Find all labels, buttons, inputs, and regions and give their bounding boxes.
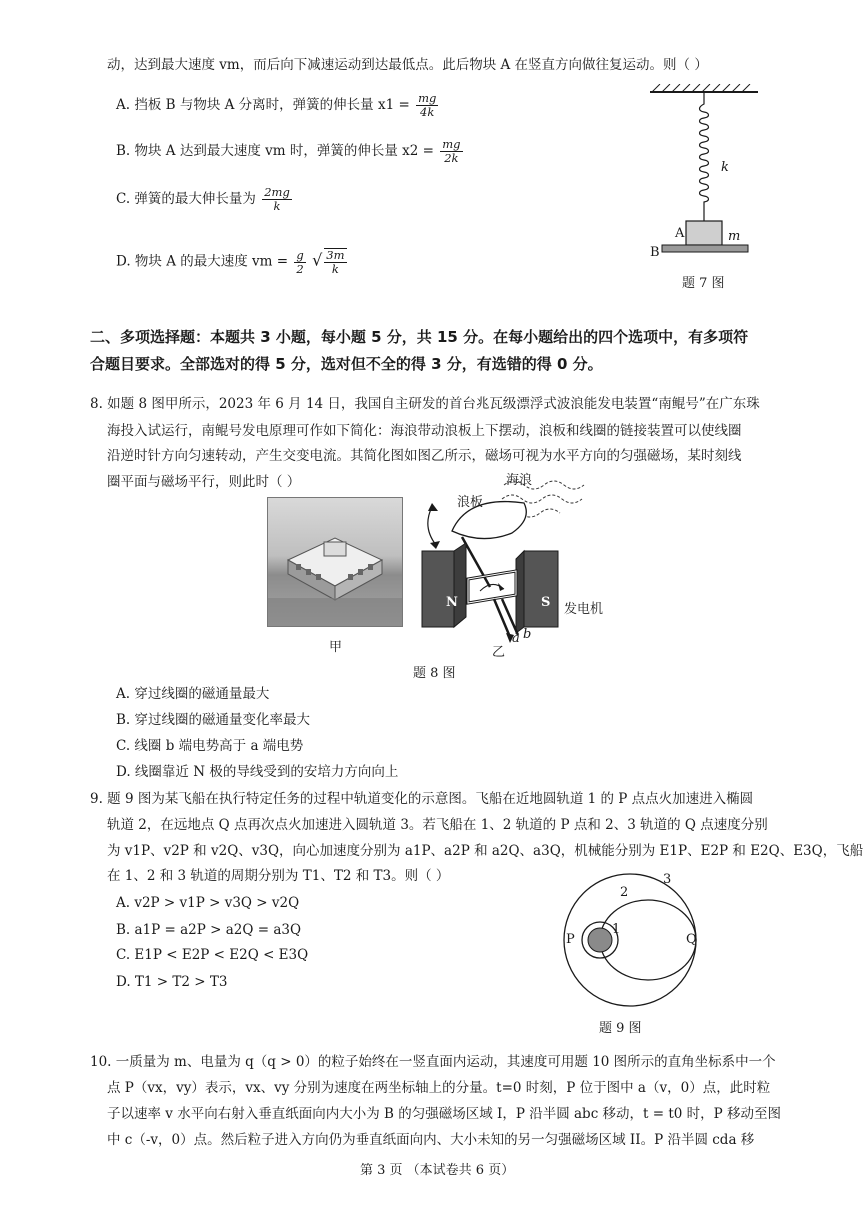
q8-label-s: S [541,595,551,610]
q8-stem-line2: 海投入试运行，南鲲号发电原理可作如下简化：海浪带动浪板上下摆动，浪板和线圈的链接装置可以使线圈 [107,423,742,439]
q7-option-d [116,248,349,276]
q9-caption: 题 9 图 [599,1021,642,1036]
q8-option-a: A. 穿过线圈的磁通量最大 [116,686,270,702]
frac-num: mg [418,91,437,105]
q8-label-n: N [446,595,458,610]
q9-label-2: 2 [620,885,629,900]
wave-device-image [268,498,402,626]
q8-label-wave: 海浪 [506,473,533,488]
q8-label-b: b [523,627,532,642]
spring-coil [700,92,709,221]
swing-arrow [428,507,436,545]
orbit-2 [600,900,696,980]
frac-den: k [273,199,281,213]
q7-option-c-text: C. 弹簧的最大伸长量为 [116,191,256,207]
q9-option-d: D. T1 > T2 > T3 [116,974,228,990]
q7-option-d-radicand [324,248,346,276]
q9-option-c: C. E1P < E2P < E2Q < E3Q [116,947,309,963]
q9-stem-line3: 为 v1P、v2P 和 v2Q、v3Q，向心加速度分别为 a1P、a2P 和 a2Q、a3Q，机械能分别为 E1P、E2P 和 E2Q、E3Q，飞船 [107,843,864,859]
q7-option-b-fraction [440,138,462,165]
q8-option-b: B. 穿过线圈的磁通量变化率最大 [116,712,311,728]
q9-stem-line4: 在 1、2 和 3 轨道的周期分别为 T1、T2 和 T3。则（ ） [107,868,450,884]
q8-label-a: a [512,631,520,646]
q8-caption: 题 8 图 [413,666,456,681]
q8-stem-line1: 8. 如题 8 图甲所示，2023 年 6 月 14 日，我国自主研发的首台兆瓦级漂浮式波浪能发电装置“南鲲号”在广东珠 [90,396,760,412]
q7-option-b-text: B. 物块 A 达到最大速度 vm 时，弹簧的伸长量 x2 = [116,143,434,159]
q8-option-c: C. 线圈 b 端电势高于 a 端电势 [116,738,304,754]
q7-option-d-text: D. 物块 A 的最大速度 vm = [116,253,289,270]
q7-option-a [116,92,440,119]
q8-label-yi: 乙 [492,645,506,660]
q7-label-a: A [675,226,685,241]
q8-figure-generator [412,467,602,647]
earth-icon [588,928,612,952]
frac-num: g [296,247,304,262]
q7-option-d-fraction [294,249,305,276]
swing-arrow-head-down [430,541,440,549]
q7-option-a-fraction [416,92,438,119]
q8-option-d: D. 线圈靠近 N 极的导线受到的安培力方向向上 [116,764,399,780]
q8-label-board: 浪板 [457,495,484,510]
ceiling-hatch [652,84,750,92]
plate-b [662,245,748,252]
q9-stem-line2: 轨道 2，在远地点 Q 点再次点火加速进入圆轨道 3。若飞船在 1、2 轨道的 P 点和 2、3 轨道的 Q 点速度分别 [107,817,768,833]
orbit-3 [564,874,696,1006]
frac-num: 3m [326,248,345,262]
section2-heading-line1: 二、多项选择题：本题共 3 小题，每小题 5 分，共 15 分。在每小题给出的四个选项中，有多项符 [90,328,749,346]
rotation-arrow-head [498,583,504,591]
frac-num: 2mg [264,185,290,199]
frac-den: k [331,262,339,276]
q7-stem-continuation: 动，达到最大速度 vm，而后向下减速运动到达最低点。此后物块 A 在竖直方向做往复运动。则（ ） [107,57,708,73]
magnet-n-side [454,543,466,627]
q7-label-m: m [728,229,741,244]
frac-den: 4k [420,105,435,119]
q9-option-b: B. a1P = a2P > a2Q = a3Q [116,922,302,938]
swing-arrow-head-up [428,503,438,511]
lead-a [494,599,510,637]
q8-label-jia: 甲 [329,640,343,655]
frac-den: 2k [444,151,459,165]
q8-stem-line4: 圈平面与磁场平行，则此时（ ） [107,474,301,490]
q8-label-generator: 发电机 [564,602,604,617]
q9-label-3: 3 [663,872,672,887]
magnet-s [524,551,558,627]
q9-stem-line1: 9. 题 9 图为某飞船在执行特定任务的过程中轨道变化的示意图。飞船在近地圆轨道 1 的 P 点点火加速进入椭圆 [90,791,754,807]
q7-option-c-fraction [262,186,292,213]
q9-label-p: P [566,932,575,947]
frac-num: mg [442,137,461,151]
q8-photo-device [267,497,403,627]
q7-label-k: k [721,160,729,175]
q7-option-c [116,186,294,213]
q8-stem-line3: 沿逆时针方向匀速转动，产生交变电流。其简化图如图乙所示，磁场可视为水平方向的匀强磁场，某时刻线 [107,448,742,464]
q7-caption: 题 7 图 [682,276,725,291]
page-footer: 第 3 页 （本试卷共 6 页） [360,1163,515,1178]
sqrt-icon: √ [312,250,323,270]
q10-stem-line3: 子以速率 v 水平向右射入垂直纸面向内大小为 B 的匀强磁场区域 I，P 沿半圆 abc 移动，t = t0 时，P 移动至图 [107,1106,782,1122]
coil-loop [468,571,516,603]
q9-label-1: 1 [612,922,621,937]
block-a [686,221,722,245]
q9-label-q: Q [686,932,697,947]
frac-den: 2 [296,261,304,276]
q10-stem-line1: 10. 一质量为 m、电量为 q（q > 0）的粒子始终在一竖直面内运动，其速度可用题 10 图所示的直角坐标系中一个 [90,1054,776,1070]
q10-stem-line4: 中 c（-v，0）点。然后粒子进入方向仍为垂直纸面向内、大小未知的另一匀强磁场区域 II。P 沿半圆 cda 移 [107,1132,755,1148]
section2-heading-line2: 合题目要求。全部选对的得 5 分，选对但不全的得 3 分，有选错的得 0 分。 [90,355,603,373]
magnet-n [422,551,454,627]
q10-stem-line2: 点 P（vx，vy）表示，vx、vy 分别为速度在两坐标轴上的分量。t=0 时刻，P 位于图中 a（v，0）点，此时粒 [107,1080,771,1096]
q7-label-b: B [650,245,660,260]
q7-option-a-text: A. 挡板 B 与物块 A 分离时，弹簧的伸长量 x1 = [116,97,410,113]
q7-option-b [116,138,465,165]
q9-option-a: A. v2P > v1P > v3Q > v2Q [116,895,300,911]
